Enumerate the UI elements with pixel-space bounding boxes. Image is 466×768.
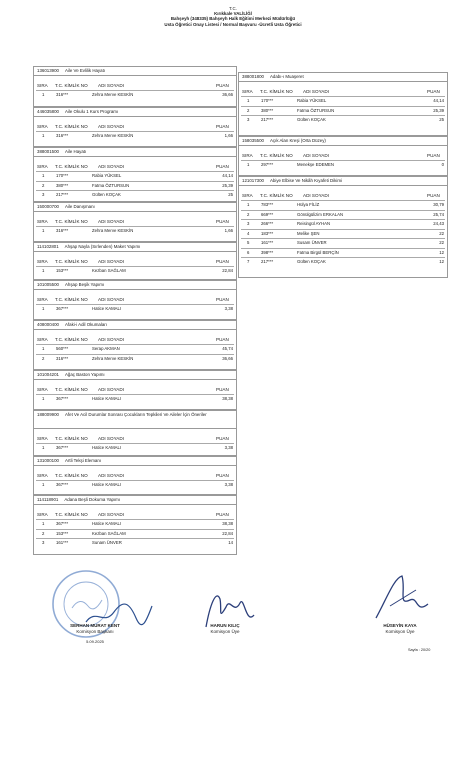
course-name: Aile Hayatı (64, 149, 87, 154)
cell-puan: 3,38 (224, 306, 233, 311)
cell-sira: 1 (42, 133, 45, 138)
row-divider (241, 238, 445, 239)
column-header-ad: ADI SOYADI (303, 193, 329, 198)
cell-name: Gülten KOÇAK (297, 117, 326, 122)
cell-name: Fatma Birgül BERÇİN (297, 249, 339, 255)
cell-tc: 316*** (56, 133, 69, 138)
course-block (33, 320, 237, 370)
cell-tc: 161*** (261, 240, 274, 245)
column-header-sira: SIRA (37, 259, 48, 264)
cell-sira: 1 (247, 162, 250, 167)
cell-tc: 183*** (261, 230, 274, 236)
column-header-sira: SIRA (37, 337, 48, 342)
cell-puan: 25,39 (433, 107, 444, 113)
cell-name: Hatice KAMALI (92, 482, 122, 487)
cell-name: Hatice KAMALI (92, 445, 122, 450)
course-block (33, 370, 237, 410)
header-valilik: Kırıkkale VALİLİĞİ (214, 11, 252, 17)
course-title (34, 67, 236, 76)
course-code: 136013900 (37, 68, 59, 73)
course-block (238, 136, 448, 176)
column-header-puan: PUAN (216, 512, 229, 517)
course-name: Adabı-ı Muaşeret (269, 74, 304, 79)
cell-puan: 36,66 (222, 355, 233, 361)
course-code: 121017300 (242, 178, 264, 183)
cell-name: Kezban SAĞLAM (92, 268, 126, 273)
course-name: Ağaç Baston Yapımı (64, 372, 105, 377)
cell-puan: 3,38 (224, 482, 233, 487)
course-name: Abiye Elbise Ve Nikâh Kıyafeti Dikimi (269, 178, 342, 183)
column-header-tc: T.C. KİMLİK NO (55, 337, 88, 342)
cell-sira: 2 (42, 182, 45, 188)
course-name: Adana Beşli Dokuma Yapımı (64, 497, 121, 502)
course-name: Ahşap Beşik Yapımı (64, 282, 105, 287)
cell-tc: 266*** (261, 221, 274, 226)
cell-sira: 1 (247, 202, 250, 207)
course-title (239, 177, 447, 186)
cell-sira: 1 (42, 228, 45, 233)
column-header-puan: PUAN (216, 124, 229, 129)
cell-puan: 22 (439, 230, 444, 236)
column-header-tc: T.C. KİMLİK NO (260, 193, 293, 198)
row-divider (36, 519, 234, 520)
cell-puan: 38,38 (222, 396, 233, 401)
column-header-sira: SIRA (37, 473, 48, 478)
cell-name: Hatice KAMALI (92, 521, 122, 526)
column-header-ad: ADI SOYADI (98, 259, 124, 264)
cell-sira: 2 (247, 107, 250, 113)
cell-sira: 2 (247, 211, 250, 217)
course-title (34, 243, 236, 252)
cell-puan: 25 (228, 192, 233, 197)
cell-sira: 3 (247, 117, 250, 122)
cell-tc: 367*** (56, 521, 69, 526)
cell-name: Melike ŞEN (297, 230, 320, 236)
column-header-puan: PUAN (216, 219, 229, 224)
column-header-sira: SIRA (37, 83, 48, 88)
row-divider (241, 210, 445, 211)
column-header-ad: ADI SOYADI (98, 473, 124, 478)
row-divider (36, 226, 234, 227)
cell-tc: 297*** (261, 162, 274, 167)
course-title (239, 73, 447, 82)
column-header-tc: T.C. KİMLİK NO (55, 83, 88, 88)
column-header-puan: PUAN (216, 436, 229, 441)
cell-sira: 2 (42, 355, 45, 361)
cell-sira: 5 (247, 240, 250, 245)
cell-name: Kezban SAĞLAM (92, 530, 126, 536)
course-name: Afet Ve Acil Durumlar Sonrası Çocukların Tepkileri Ve Aileler İçin Öneriler (64, 412, 207, 417)
column-header-puan: PUAN (216, 473, 229, 478)
header-list-title: Usta Öğretici Onay Listesi / Normal Başvuru -Ücretli Usta Öğretici (164, 21, 302, 27)
cell-tc: 153*** (56, 268, 69, 273)
row-divider (36, 190, 234, 191)
column-header-ad: ADI SOYADI (303, 153, 329, 158)
cell-name: Fatma ÖZTURSUN (92, 182, 130, 188)
course-title (34, 411, 236, 429)
course-code: 101005500 (37, 282, 59, 287)
course-block (33, 242, 237, 280)
cell-sira: 1 (42, 346, 45, 351)
cell-tc: 367*** (56, 396, 69, 401)
course-name: Açık Alan Kreşi (Orta Düzey) (269, 138, 326, 143)
row-divider (241, 200, 445, 201)
cell-name: Zehra Merve KESKİN (92, 355, 134, 361)
cell-tc: 316*** (56, 228, 69, 233)
course-title (34, 496, 236, 505)
course-block (33, 107, 237, 147)
course-title (34, 203, 236, 212)
cell-tc: 398*** (261, 249, 274, 255)
cell-sira: 1 (42, 306, 45, 311)
row-divider (241, 248, 445, 249)
cell-name: Susam ÜNVER (297, 240, 327, 245)
cell-tc: 316*** (56, 355, 69, 361)
cell-tc: 153*** (56, 530, 69, 536)
course-code: 101004201 (37, 372, 59, 377)
cell-puan: 44,14 (222, 173, 233, 178)
course-title (34, 108, 236, 117)
row-divider (36, 90, 234, 91)
column-header-puan: PUAN (427, 89, 440, 94)
course-title (34, 371, 236, 380)
course-name: Artli Tekşi Elemanı (64, 458, 102, 463)
course-code: 158035500 (242, 138, 264, 143)
row-divider (36, 181, 234, 182)
cell-puan: 38,38 (222, 521, 233, 526)
cell-name: Gülten KOÇAK (92, 192, 121, 197)
column-header-sira: SIRA (242, 153, 253, 158)
cell-sira: 6 (247, 249, 250, 255)
column-header-sira: SIRA (37, 164, 48, 169)
signature-block-president (40, 623, 150, 645)
row-divider (36, 538, 234, 539)
column-header-tc: T.C. KİMLİK NO (55, 473, 88, 478)
cell-puan: 36,66 (222, 92, 233, 97)
column-header-puan: PUAN (216, 259, 229, 264)
course-code: 388001500 (37, 149, 59, 154)
column-header-puan: PUAN (216, 297, 229, 302)
row-divider (241, 96, 445, 97)
column-header-tc: T.C. KİMLİK NO (55, 512, 88, 517)
column-header-ad: ADI SOYADI (98, 164, 124, 169)
cell-tc: 380*** (261, 107, 274, 113)
column-header-sira: SIRA (37, 387, 48, 392)
signature-block-member-1 (185, 623, 265, 635)
column-header-ad: ADI SOYADI (98, 83, 124, 88)
course-title (239, 137, 447, 146)
cell-name: Gönülgülizim ERKALAN (297, 211, 344, 217)
cell-name: Hülya FİLİZ (297, 202, 320, 207)
column-header-sira: SIRA (37, 124, 48, 129)
header-institution: Bahşeyh (348335) Bahşeyh Halk Eğitimi Merkezi Müdürlüğü (170, 16, 296, 22)
row-divider (241, 115, 445, 116)
row-divider (241, 106, 445, 107)
header-tc: T.C. (229, 6, 237, 11)
cell-tc: 316*** (56, 92, 69, 97)
cell-puan: 44,14 (433, 98, 444, 103)
cell-puan: 22,84 (222, 530, 233, 536)
cell-sira: 1 (42, 92, 45, 97)
cell-name: Fatma ÖZTURSUN (297, 107, 335, 113)
column-header-sira: SIRA (37, 297, 48, 302)
cell-puan: 0 (441, 162, 444, 167)
president-role: Komisyon Başkanı (76, 629, 114, 634)
course-code: 446035800 (37, 109, 59, 114)
cell-tc: 560*** (56, 346, 69, 351)
cell-sira: 4 (247, 230, 250, 236)
column-header-ad: ADI SOYADI (98, 512, 124, 517)
cell-name: Zehra Merve KESKİN (92, 228, 134, 233)
column-header-tc: T.C. KİMLİK NO (55, 297, 88, 302)
column-header-ad: ADI SOYADI (98, 124, 124, 129)
column-header-ad: ADI SOYADI (98, 387, 124, 392)
cell-sira: 2 (42, 530, 45, 536)
column-header-sira: SIRA (242, 89, 253, 94)
signature-block-member-2 (355, 623, 445, 635)
cell-sira: 1 (42, 521, 45, 526)
course-code: 388001800 (242, 74, 264, 79)
course-name: Aile Danışmanı (64, 204, 95, 209)
column-header-tc: T.C. KİMLİK NO (260, 153, 293, 158)
column-header-ad: ADI SOYADI (98, 297, 124, 302)
row-divider (36, 443, 234, 444)
column-header-tc: T.C. KİMLİK NO (55, 259, 88, 264)
cell-puan: 24,43 (433, 221, 444, 226)
cell-puan: 25 (439, 117, 444, 122)
cell-name: Sunam ÜNVER (92, 540, 122, 545)
cell-name: Hatice KAMALI (92, 396, 122, 401)
cell-tc: 170*** (261, 98, 274, 103)
course-name: Afaki-i Adil Okumaları (64, 322, 107, 327)
row-divider (36, 529, 234, 530)
cell-name: Reisingül AYHAN (297, 221, 331, 226)
row-divider (241, 219, 445, 220)
column-header-tc: T.C. KİMLİK NO (55, 436, 88, 441)
cell-sira: 1 (42, 482, 45, 487)
column-header-tc: T.C. KİMLİK NO (55, 124, 88, 129)
cell-puan: 22,84 (222, 268, 233, 273)
cell-puan: 25,74 (433, 211, 444, 217)
signature-right-icon (372, 570, 432, 626)
cell-puan: 1,66 (224, 228, 233, 233)
cell-tc: 367*** (56, 445, 69, 450)
cell-name: Gülten KOÇAK (297, 259, 326, 264)
course-title (34, 321, 236, 330)
row-divider (241, 257, 445, 258)
column-header-sira: SIRA (37, 436, 48, 441)
column-header-sira: SIRA (37, 512, 48, 517)
course-block (33, 202, 237, 242)
row-divider (36, 131, 234, 132)
course-name: Aile Ve Evlilik Hayatı (64, 68, 106, 73)
cell-sira: 3 (42, 192, 45, 197)
column-header-ad: ADI SOYADI (98, 219, 124, 224)
member1-name: HARUN KILIÇ (210, 623, 240, 628)
column-header-puan: PUAN (216, 164, 229, 169)
signature-date: 5.09.2025 (86, 639, 104, 644)
course-block (33, 456, 237, 495)
row-divider (241, 229, 445, 230)
column-header-sira: SIRA (37, 219, 48, 224)
cell-puan: 3,38 (224, 445, 233, 450)
cell-sira: 3 (247, 221, 250, 226)
cell-puan: 12 (439, 249, 444, 255)
column-header-puan: PUAN (427, 153, 440, 158)
cell-tc: 217*** (56, 192, 69, 197)
course-block (33, 280, 237, 320)
row-divider (36, 304, 234, 305)
course-code: 131000100 (37, 458, 59, 463)
row-divider (36, 266, 234, 267)
course-code: 408000400 (37, 322, 59, 327)
column-header-puan: PUAN (216, 83, 229, 88)
cell-puan: 45,74 (222, 346, 233, 351)
cell-puan: 25,39 (222, 182, 233, 188)
cell-sira: 7 (247, 259, 250, 264)
cell-name: Rabia YÜKSEL (297, 98, 327, 103)
cell-tc: 170*** (56, 173, 69, 178)
cell-sira: 1 (42, 268, 45, 273)
course-block (238, 176, 448, 278)
cell-puan: 12 (439, 259, 444, 264)
course-block (33, 410, 237, 456)
column-header-ad: ADI SOYADI (98, 337, 124, 342)
row-divider (241, 160, 445, 161)
course-name: Aile Okulu 1 Kurs Programı (64, 109, 119, 114)
row-divider (36, 394, 234, 395)
course-block (238, 72, 448, 136)
cell-tc: 669*** (261, 211, 274, 217)
cell-sira: 1 (42, 173, 45, 178)
row-divider (36, 344, 234, 345)
document-header (0, 6, 466, 27)
course-code: 150000700 (37, 204, 59, 209)
course-name: Ahşap Nayla (Sırlenden) Maket Yapımı (64, 244, 141, 249)
member1-role: Komisyon Üye (210, 629, 240, 634)
cell-name: Hatice KAMALI (92, 306, 122, 311)
cell-puan: 1,66 (224, 133, 233, 138)
cell-name: Menekşe EDEMEN (297, 162, 335, 167)
row-divider (36, 354, 234, 355)
course-block (33, 495, 237, 555)
course-title (34, 148, 236, 157)
column-header-puan: PUAN (216, 337, 229, 342)
course-block (33, 66, 237, 107)
course-code: 114102801 (37, 244, 59, 249)
cell-tc: 367*** (56, 482, 69, 487)
president-name: SERHAN MURAT KENT (70, 623, 120, 628)
column-header-puan: PUAN (427, 193, 440, 198)
cell-sira: 1 (42, 396, 45, 401)
cell-name: Rabia YÜKSEL (92, 173, 122, 178)
cell-tc: 380*** (56, 182, 69, 188)
course-code: 114118901 (37, 497, 59, 502)
column-header-tc: T.C. KİMLİK NO (55, 219, 88, 224)
course-title (34, 281, 236, 290)
column-header-tc: T.C. KİMLİK NO (55, 164, 88, 169)
course-code: 188009900 (37, 412, 59, 417)
row-divider (36, 480, 234, 481)
row-divider (36, 171, 234, 172)
column-header-puan: PUAN (216, 387, 229, 392)
cell-tc: 161*** (56, 540, 69, 545)
column-header-sira: SIRA (242, 193, 253, 198)
cell-sira: 3 (42, 540, 45, 545)
cell-tc: 783*** (261, 202, 274, 207)
cell-name: Zehra Merve KESKİN (92, 92, 134, 97)
cell-puan: 14 (228, 540, 233, 545)
member2-name: HÜSEYİN KAYA (383, 623, 417, 628)
page-number: Sayfa : 20/20 (408, 648, 431, 652)
cell-sira: 1 (247, 98, 250, 103)
cell-puan: 30,79 (433, 202, 444, 207)
cell-sira: 1 (42, 445, 45, 450)
column-header-ad: ADI SOYADI (98, 436, 124, 441)
cell-puan: 22 (439, 240, 444, 245)
cell-tc: 217*** (261, 259, 274, 264)
cell-tc: 217*** (261, 117, 274, 122)
course-title (34, 457, 236, 466)
member2-role: Komisyon Üye (385, 629, 415, 634)
cell-tc: 367*** (56, 306, 69, 311)
column-header-tc: T.C. KİMLİK NO (55, 387, 88, 392)
column-header-tc: T.C. KİMLİK NO (260, 89, 293, 94)
column-header-ad: ADI SOYADI (303, 89, 329, 94)
cell-name: Zehra Merve KESKİN (92, 133, 134, 138)
course-block (33, 147, 237, 202)
cell-name: Serap AKMAN (92, 346, 120, 351)
